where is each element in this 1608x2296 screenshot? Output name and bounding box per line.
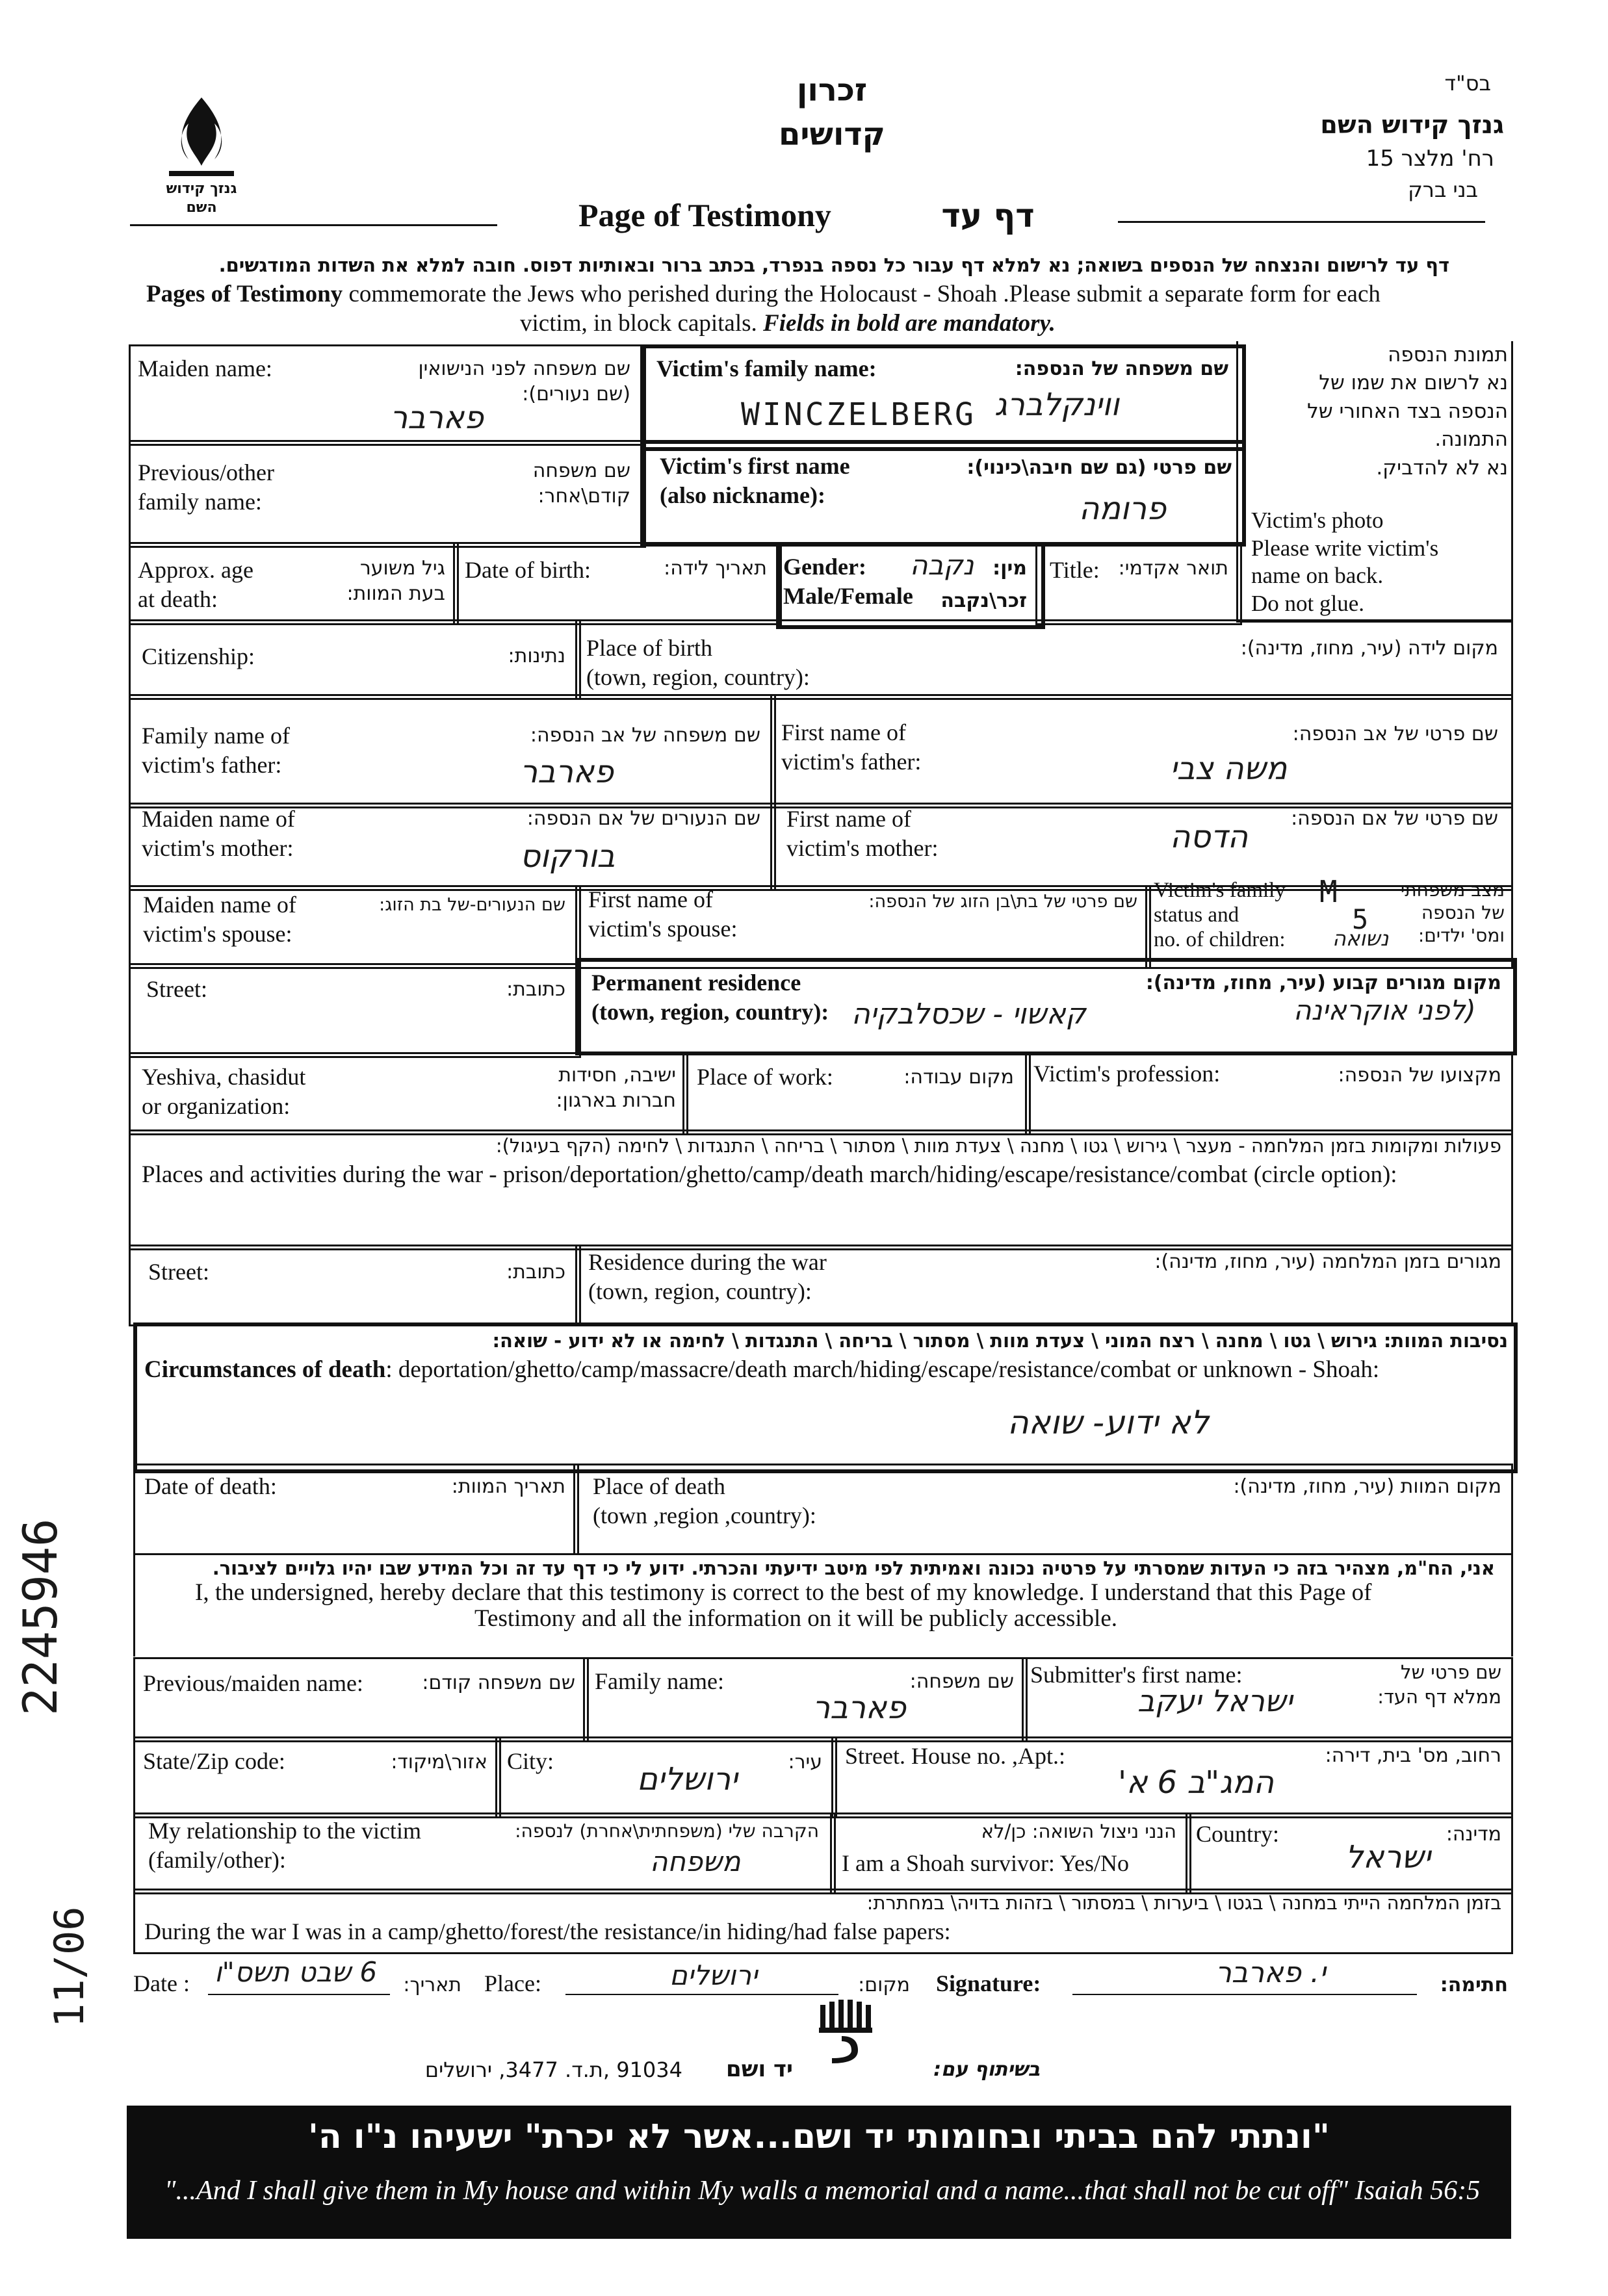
maiden-name-label: Maiden name: [138, 355, 272, 381]
first-name-label-he: שם פרטי (גם שם חיבה\כינוי): [966, 456, 1232, 479]
work-label: Place of work: [697, 1064, 833, 1090]
intro-en-2: victim, in block capitals. Fields in bold are mandatory. [520, 310, 1056, 337]
org-street: רח' מלצר 15 [1366, 146, 1494, 172]
country-value: ישראל [1345, 1839, 1431, 1876]
profession-label-he: מקצועו של הנספה: [1338, 1064, 1501, 1087]
father-first-label: First name of victim's father: [781, 719, 922, 775]
header-rule-right [1118, 221, 1485, 223]
mother-maiden-label: Maiden name of victim's mother: [142, 806, 295, 861]
family-status-label-he: מצב משפחתי של הנספה ומס' ילדים: [1400, 879, 1505, 946]
spouse-first-label: First name of victim's spouse: [588, 886, 738, 942]
footer-address: 91034 ,ת.ד. 3477, ירושלים [424, 2057, 682, 2082]
father-family-label-he: שם משפחה של אב הנספה: [530, 724, 760, 747]
gender-label-he-2: זכר\נקבה [940, 589, 1027, 612]
father-family-label: Family name of victim's father: [142, 723, 290, 778]
birth-place-label: Place of birth (town, region, country): [586, 635, 810, 690]
war-place-he: בזמן המלחמה הייתי במחנה \ בגטו \ ביערות \ במסתור \ בזהות בדויה\ במחתרת: [866, 1892, 1501, 1914]
submitter-family-label-he: שם משפחה: [909, 1670, 1014, 1693]
bsd-mark: בס"ד [1444, 71, 1491, 96]
submitter-street-label: Street. House no. ,Apt.: [845, 1743, 1065, 1769]
yeshiva-label-he: ישיבה, חסידות חברות בארגון: [556, 1064, 676, 1112]
relationship-label: My relationship to the victim (family/other): [148, 1818, 421, 1873]
mother-first-label-he: שם פרטי של אם הנספה: [1291, 807, 1498, 830]
place-death-label: Place of death (town ,region ,country): [593, 1473, 816, 1529]
header-rule-left [130, 224, 497, 226]
photo-box [1236, 341, 1513, 623]
previous-name-label: Previous/other family name: [138, 459, 274, 515]
declaration-en-2: Testimony and all the information on it will be publicly accessible. [474, 1605, 1117, 1632]
father-first-label-he: שם פרטי של אב הנספה: [1292, 723, 1498, 745]
mother-first-label: First name of victim's mother: [786, 806, 939, 861]
birth-place-label-he: מקום לידה (עיר, מחוז, מדינה): [1240, 637, 1498, 660]
place-death-label-he: מקום המוות (עיר, מחוז, מדינה): [1233, 1475, 1501, 1498]
residence-war-label: Residence during the war (town, region, country): [588, 1249, 827, 1304]
family-status-value-3: נשואה [1332, 926, 1389, 951]
places-war-en: Places and activities during the war - prison/deportation/ghetto/camp/death march/hiding/escape/resistance/combat (circle option): [142, 1161, 1397, 1188]
family-status-label: Victim's family status and no. of children: [1154, 879, 1286, 951]
war-place-en: During the war I was in a camp/ghetto/forest/the resistance/in hiding/had false papers: [144, 1918, 951, 1944]
dob-label-he: תאריך לידה: [664, 557, 767, 580]
street-label-he: כתובת: [506, 978, 565, 1001]
signature-label: Signature: [936, 1970, 1041, 1996]
title-label-he: תואר אקדמי: [1118, 557, 1228, 580]
family-name-value-en: WINCZELBERG [741, 396, 976, 433]
submitter-street-value: המג"ב 6 א' [1118, 1764, 1274, 1801]
circumstances-he: נסיבות המוות: גירוש \ גטו \ מחנה \ רצח המוני \ צעדת מוות \ מסתור \ בריחה \ התנגדות \ לחימה או לא ידוע - שואה: [492, 1330, 1508, 1352]
work-label-he: מקום עבודה: [903, 1066, 1014, 1089]
maiden-name-label-he: שם משפחה לפני הנישואין (שם נעורים): [418, 357, 630, 406]
org-name: גנזך קידוש השם [1320, 110, 1504, 139]
zip-label: State/Zip code: [143, 1748, 285, 1774]
submitter-first-value: ישראל יעקב [1137, 1683, 1293, 1718]
date-line [208, 1994, 390, 1995]
margin-mark: 11/06 [45, 1906, 93, 2028]
submitter-family-value: פארבר [812, 1690, 906, 1726]
submitter-first-label-he: שם פרטי של ממלא דף העד: [1377, 1661, 1501, 1708]
submitter-family-label: Family name: [595, 1668, 724, 1694]
residence-value-2: (לפני אוקראינה [1293, 994, 1476, 1026]
title-zikaron: זכרון [796, 72, 868, 109]
residence-label-he: מקום מגורים קבוע (עיר, מחוז, מדינה): [1145, 972, 1501, 994]
yeshiva-label: Yeshiva, chasidut or organization: [142, 1064, 306, 1119]
yad-vashem-name: יד ושם [726, 2056, 793, 2082]
place-label: Place: [484, 1970, 541, 1996]
zip-label-he: אזור\מיקוד: [391, 1751, 487, 1774]
relationship-label-he: הקרבה שלי (משפחתית\אחרת) לנספה: [515, 1820, 819, 1842]
residence-war-label-he: מגורים בזמן המלחמה (עיר, מחוז, מדינה): [1154, 1250, 1501, 1273]
country-label: Country: [1196, 1821, 1280, 1847]
submitter-street-label-he: רחוב, מס' בית, דירה: [1325, 1744, 1501, 1767]
date-label-he: תאריך: [403, 1974, 461, 1996]
spouse-first-label-he: שם פרטי של בת\בן הזוג של הנספה: [868, 892, 1137, 912]
circumstances-en: Circumstances of death: deportation/ghetto/camp/massacre/death march/hiding/escape/resistance/combat or unknown - Shoah: [144, 1356, 1380, 1383]
spouse-maiden-label: Maiden name of victim's spouse: [143, 892, 296, 947]
survivor-label-he: הנני ניצול השואה: כן/לא [981, 1820, 1176, 1842]
submitter-prev-label-he: שם משפחה קודם: [422, 1671, 575, 1694]
citizenship-label: Citizenship: [142, 643, 255, 669]
street-label: Street: [146, 976, 207, 1002]
first-name-value: פרומה [1079, 491, 1167, 527]
residence-label: Permanent residence (town, region, country): [591, 970, 829, 1025]
date-label: Date : [133, 1970, 190, 1996]
declaration-en-1: I, the undersigned, hereby declare that this testimony is correct to the best of my knowledge. I understand that this Page of [195, 1579, 1372, 1606]
margin-number: 2245946 [13, 1518, 68, 1716]
date-death-label-he: תאריך המוות: [451, 1475, 565, 1498]
family-name-label-he: שם משפחה של הנספה: [1015, 357, 1228, 380]
family-name-value-he: ווינקלברג [994, 387, 1120, 423]
dob-label: Date of birth: [465, 557, 591, 583]
logo-text: גנזך קידוש השם [166, 181, 237, 216]
survivor-label: I am a Shoah survivor: Yes/No [842, 1850, 1129, 1876]
family-status-value-1: M [1319, 874, 1338, 909]
org-city: בני ברק [1408, 177, 1478, 202]
signature-value: י. פארבר [1215, 1956, 1326, 1989]
relationship-value: משפחה [650, 1846, 741, 1877]
circumstances-value: לא ידוע- שואה [1007, 1404, 1210, 1441]
place-label-he: מקום: [858, 1974, 910, 1996]
photo-instructions-he: תמונת הנספה נא לרשום את שמו של הנספה בצד האחורי של התמונה. נא לא להדביק. [1307, 343, 1508, 480]
title-label: Title: [1050, 557, 1100, 583]
family-status-value-2: 5 [1352, 903, 1369, 935]
maiden-name-value: פארבר [390, 400, 484, 436]
gender-label: Gender: Male/Female [783, 554, 913, 609]
signature-line [1072, 1994, 1417, 1995]
place-line [565, 1994, 838, 1995]
quote-he: "ונתתי להם בביתי ובחומותי יד ושם...אשר לא יכרת" ישעיהו נ"ו ה' [308, 2117, 1330, 2156]
father-first-value: משה צבי [1170, 751, 1288, 787]
places-war-he: פעולות ומקומות בזמן המלחמה - מעצר \ גירוש \ גטו \ מחנה \ צעדת מוות \ מסתור \ בריחה \ התנגדות \ לחימה (הקף בעיגול): [495, 1135, 1501, 1157]
first-name-label: Victim's first name (also nickname): [660, 453, 850, 508]
residence-value-1: קאשוי - שכסלבקיה [851, 998, 1086, 1031]
age-label: Approx. age at death: [138, 557, 253, 612]
intro-en-1: Pages of Testimony commemorate the Jews who perished during the Holocaust - Shoah .Please submit a separate form for each [146, 281, 1381, 307]
partner-label: בשיתוף עם: [933, 2058, 1040, 2081]
city-label: City: [507, 1748, 554, 1774]
street-war-label-he: כתובת: [506, 1261, 565, 1283]
profession-label: Victim's profession: [1033, 1061, 1221, 1087]
ganzach-logo [156, 94, 247, 216]
mother-maiden-value: בורקוס [520, 838, 616, 875]
photo-instructions-en: Victim's photo Please write victim's name on back. Do not glue. [1251, 508, 1439, 617]
mother-first-value: הדסה [1170, 819, 1249, 855]
city-value: ירושלים [637, 1761, 738, 1798]
signature-label-he: חתימה: [1440, 1974, 1508, 1996]
title-kedoshim: קדושים [779, 116, 885, 153]
submitter-prev-label: Previous/maiden name: [143, 1670, 363, 1696]
country-label-he: מדינה: [1446, 1823, 1501, 1846]
age-label-he: גיל משוער בעת המוות: [346, 557, 445, 605]
declaration-he: אני, הח"מ, מצהיר בזה כי העדות שמסרתי על פרטיה נכונה ואמיתית לפי מיטב ידיעתי והכרתי. ידוע לי כי דף עד זה וכל המידע שבו יהיו גלויים לציבור. [212, 1557, 1495, 1579]
spouse-maiden-label-he: שם הנעורים-של בת הזוג: [379, 895, 565, 915]
citizenship-label-he: נתינות: [508, 645, 565, 667]
page-title-he: דף עד [941, 197, 1035, 235]
previous-name-label-he: שם משפחה קודם\אחר: [532, 459, 630, 508]
place-value: ירושלים [669, 1959, 758, 1991]
father-family-value: פארבר [520, 754, 614, 790]
date-value: 6 שבט תשס"ו [214, 1956, 378, 1988]
yad-vashem-logo [812, 1998, 884, 2070]
quote-en: "...And I shall give them in My house and within My walls a memorial and a name...that shall not be cut off" Isaiah 56:5 [164, 2176, 1481, 2206]
submitter-first-label: Submitter's first name: [1030, 1662, 1243, 1688]
street-war-label: Street: [148, 1259, 209, 1285]
mother-maiden-label-he: שם הנעורים של אם הנספה: [526, 807, 760, 830]
city-label-he: עיר: [788, 1751, 822, 1774]
date-death-label: Date of death: [144, 1473, 277, 1499]
page-title-en: Page of Testimony [578, 197, 831, 233]
gender-value: נקבה [910, 549, 974, 581]
intro-he: דף עד לרישום והנצחה של הנספים בשואה; נא למלא דף עבור כל נספה בנפרד, בכתב ברור ובאותיות דפוס. חובה למלא את השדות המודגשים. [218, 254, 1449, 276]
family-name-label: Victim's family name: [656, 355, 877, 381]
gender-label-he-1: מין: [992, 557, 1027, 580]
